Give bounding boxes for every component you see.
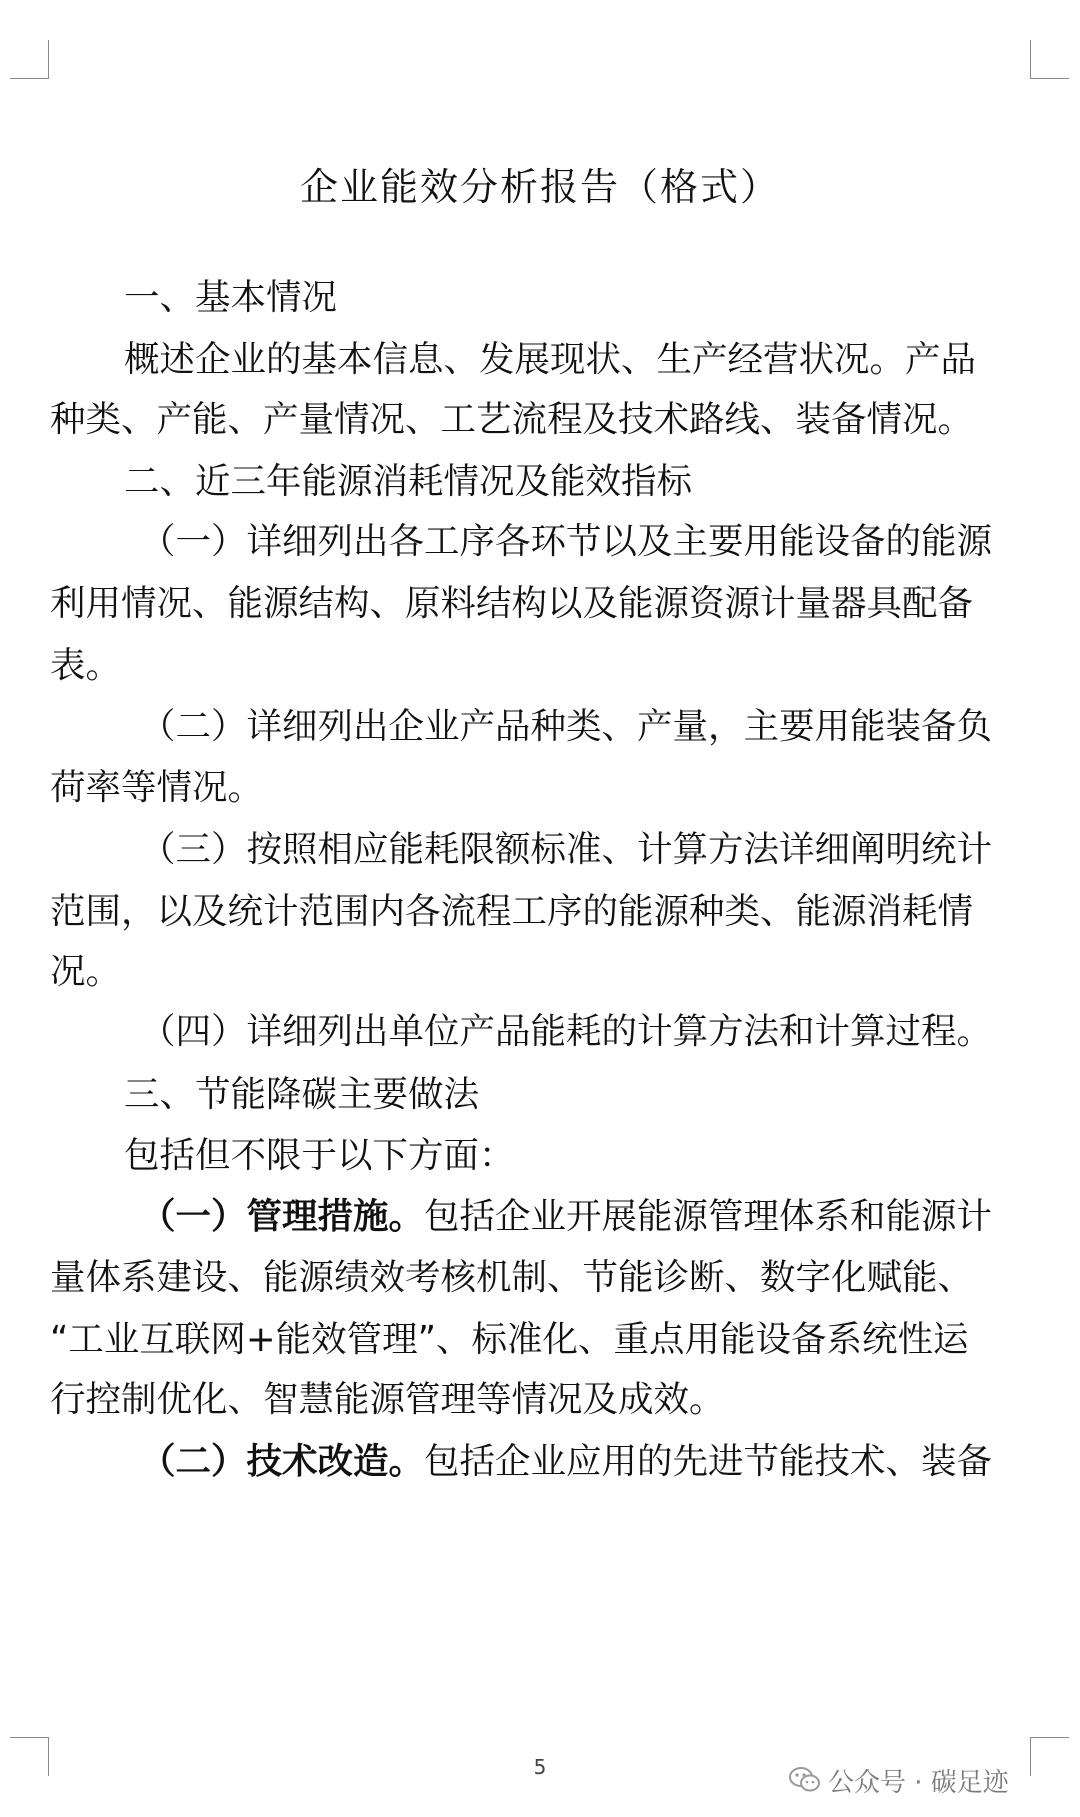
section-heading-energy: 二、近三年能源消耗情况及能效指标 xyxy=(124,461,693,502)
crop-mark-top-left xyxy=(10,40,49,79)
section-heading-basic: 一、基本情况 xyxy=(124,277,338,318)
wechat-icon xyxy=(788,1765,822,1795)
paragraph-line: （三）按照相应能耗限额标准、计算方法详细阐明统计 xyxy=(140,829,993,870)
paragraph-line: 表。 xyxy=(50,645,122,686)
paragraph-line-technology xyxy=(140,1432,1030,1492)
paragraph-line: 行控制优化、智慧能源管理等情况及成效。 xyxy=(50,1379,725,1420)
document-title: 企业能效分析报告（格式） xyxy=(299,165,780,209)
section-heading-measures: 三、节能降碳主要做法 xyxy=(124,1074,480,1115)
paragraph-line-management xyxy=(140,1187,1030,1247)
crop-mark-top-right xyxy=(1030,40,1069,79)
paragraph-line: 况。 xyxy=(50,951,122,992)
paragraph-line: （二）详细列出企业产品种类、产量，主要用能装备负 xyxy=(140,706,993,747)
paragraph-line: 范围，以及统计范围内各流程工序的能源种类、能源消耗情 xyxy=(50,891,974,932)
technology-text: 包括企业应用的先进节能技术、装备 xyxy=(424,1441,993,1482)
watermark xyxy=(788,1760,1009,1800)
paragraph-line: 利用情况、能源结构、原料结构以及能源资源计量器具配备 xyxy=(50,583,974,624)
watermark-text: 公众号 · 碳足迹 xyxy=(828,1767,1009,1798)
paragraph-line: “工业互联网+能效管理”、标准化、重点用能设备系统性运 xyxy=(50,1319,969,1360)
paragraph-line: 种类、产能、产量情况、工艺流程及技术路线、装备情况。 xyxy=(50,399,974,440)
paragraph-line: 概述企业的基本信息、发展现状、生产经营状况。产品 xyxy=(124,339,977,380)
paragraph-line: 包括但不限于以下方面： xyxy=(124,1135,515,1176)
paragraph-line: （四）详细列出单位产品能耗的计算方法和计算过程。 xyxy=(140,1011,993,1052)
paragraph-line: 量体系建设、能源绩效考核机制、节能诊断、数字化赋能、 xyxy=(50,1257,974,1298)
technology-heading: （二）技术改造。 xyxy=(140,1441,425,1482)
paragraph-line: （一）详细列出各工序各环节以及主要用能设备的能源 xyxy=(140,521,993,562)
management-text: 包括企业开展能源管理体系和能源计 xyxy=(424,1196,993,1237)
management-heading: （一）管理措施。 xyxy=(140,1196,425,1237)
page-number: 5 xyxy=(533,1755,547,1779)
paragraph-line: 荷率等情况。 xyxy=(50,767,264,808)
